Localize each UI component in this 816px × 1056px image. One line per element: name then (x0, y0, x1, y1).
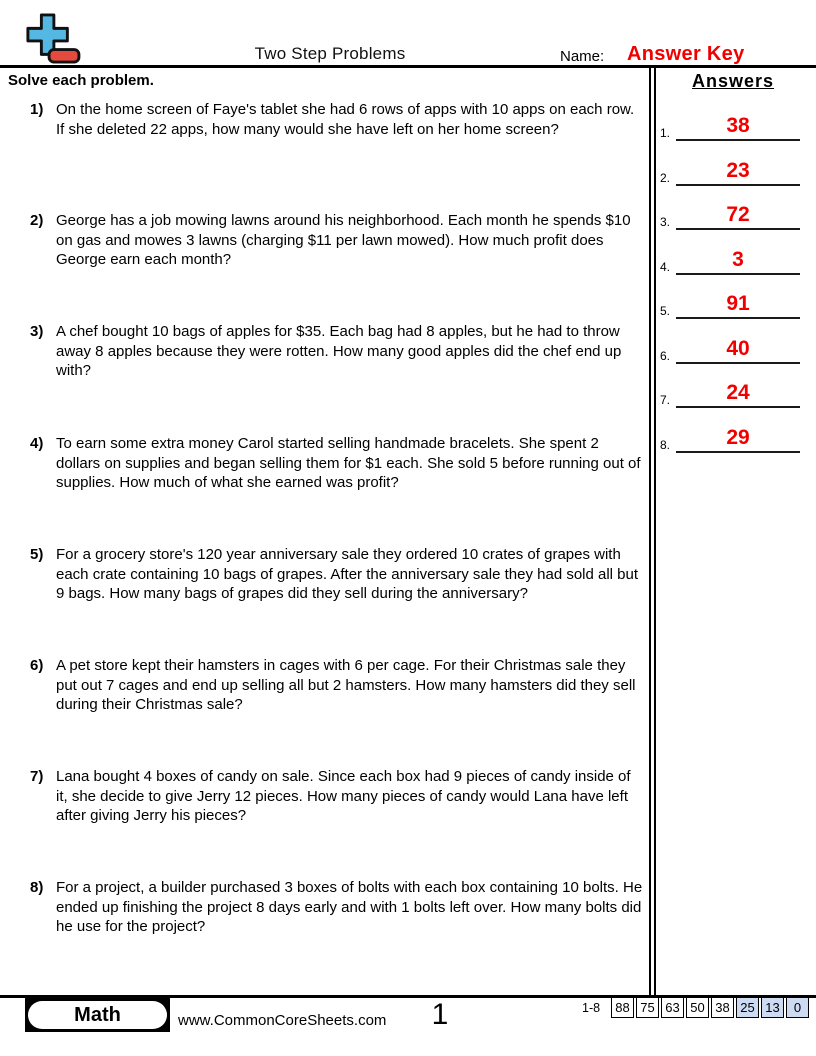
answer-key-label: Answer Key (627, 43, 745, 65)
answer-value: 72 (676, 202, 800, 230)
score-cell: 13 (761, 997, 784, 1018)
answers-heading: Answers (691, 71, 775, 91)
problem-text: A chef bought 10 bags of apples for $35. Each bag had 8 apples, but he had to throw away 8 apples because they were rotten. How many good apples did the chef end up with? (56, 323, 622, 379)
answer-row-2 (660, 154, 800, 186)
problem-number: 6) (30, 657, 44, 674)
answer-row-1 (660, 109, 800, 141)
answers-column (658, 66, 808, 995)
name-label: Name: (560, 48, 605, 65)
problem-number: 1) (30, 101, 44, 118)
subject-badge (25, 998, 170, 1032)
answer-number: 3. (660, 215, 671, 229)
website-link[interactable]: www.CommonCoreSheets.com (178, 1012, 387, 1029)
problem-number: 5) (30, 546, 44, 563)
score-cell: 38 (711, 997, 734, 1018)
answer-value: 23 (676, 158, 800, 186)
answer-row-3 (660, 198, 800, 230)
answer-number: 4. (660, 260, 671, 274)
problem-number: 7) (30, 768, 44, 785)
subject-label: Math (28, 1001, 167, 1029)
instructions-text: Solve each problem. (8, 72, 154, 89)
problem-number: 2) (30, 212, 44, 229)
answer-value: 3 (676, 247, 800, 275)
answer-number: 8. (660, 438, 671, 452)
problem-text: George has a job mowing lawns around his neighborhood. Each month he spends $10 on gas and mowes 3 lawns (charging $11 per lawn mowed). How much profit does George earn each month? (56, 212, 631, 268)
score-cell: 25 (736, 997, 759, 1018)
problem-text: For a project, a builder purchased 3 boxes of bolts with each box containing 10 bolts. He ended up finishing the project 8 days early and with 1 bolts left over. How many bolts did he use for the project? (56, 879, 643, 935)
problem-7 (30, 767, 646, 826)
answer-number: 6. (660, 349, 671, 363)
problem-number: 8) (30, 879, 44, 896)
score-cell: 0 (786, 997, 809, 1018)
problem-number: 4) (30, 435, 44, 452)
problem-text: A pet store kept their hamsters in cages with 6 per cage. For their Christmas sale they put out 7 cages and end up selling all but 2 hamsters. How many hamsters did they sell during their Christmas sale? (56, 657, 636, 713)
answer-row-5 (660, 287, 800, 319)
problem-5 (30, 545, 646, 604)
score-cell: 75 (636, 997, 659, 1018)
problem-text: On the home screen of Faye's tablet she had 6 rows of apps with 10 apps on each row. If she deleted 22 apps, how many would she have left on her home screen? (56, 101, 635, 138)
problem-text: For a grocery store's 120 year anniversary sale they ordered 10 crates of grapes with each crate containing 10 bags of grapes. After the anniversary sale they had sold all but 9 bags. How many bags of grapes did they sell during the anniversary? (56, 546, 639, 602)
problem-text: To earn some extra money Carol started selling handmade bracelets. She spent 2 dollars on supplies and began selling them for $1 each. She sold 5 before running out of supplies. How much of what she earned was profit? (56, 435, 641, 491)
score-cell: 63 (661, 997, 684, 1018)
problem-1 (30, 100, 646, 139)
score-cell: 50 (686, 997, 709, 1018)
answer-value: 40 (676, 336, 800, 364)
answer-row-8 (660, 421, 800, 453)
problem-2 (30, 211, 646, 270)
answer-row-7 (660, 376, 800, 408)
page-title: Two Step Problems (254, 44, 406, 63)
problem-4 (30, 434, 646, 493)
answer-value: 91 (676, 291, 800, 319)
answer-number: 5. (660, 304, 671, 318)
problem-number: 3) (30, 323, 44, 340)
problem-6 (30, 656, 646, 715)
score-cell: 88 (611, 997, 634, 1018)
answer-row-6 (660, 332, 800, 364)
answer-row-4 (660, 243, 800, 275)
answer-number: 1. (660, 126, 671, 140)
score-table (611, 997, 809, 1018)
answer-value: 24 (676, 380, 800, 408)
answers-column-divider (649, 66, 656, 995)
problem-3 (30, 322, 646, 381)
answer-number: 7. (660, 393, 671, 407)
answer-value: 38 (676, 113, 800, 141)
score-range-label: 1-8 (582, 1001, 601, 1015)
answer-number: 2. (660, 171, 671, 185)
problem-text: Lana bought 4 boxes of candy on sale. Since each box had 9 pieces of candy inside of it, she decide to give Jerry 12 pieces. How many pieces of candy would Lana have left after giving Jerry his pieces? (56, 768, 631, 824)
answer-value: 29 (676, 425, 800, 453)
page-number: 1 (431, 998, 449, 1031)
problem-8 (30, 878, 646, 937)
